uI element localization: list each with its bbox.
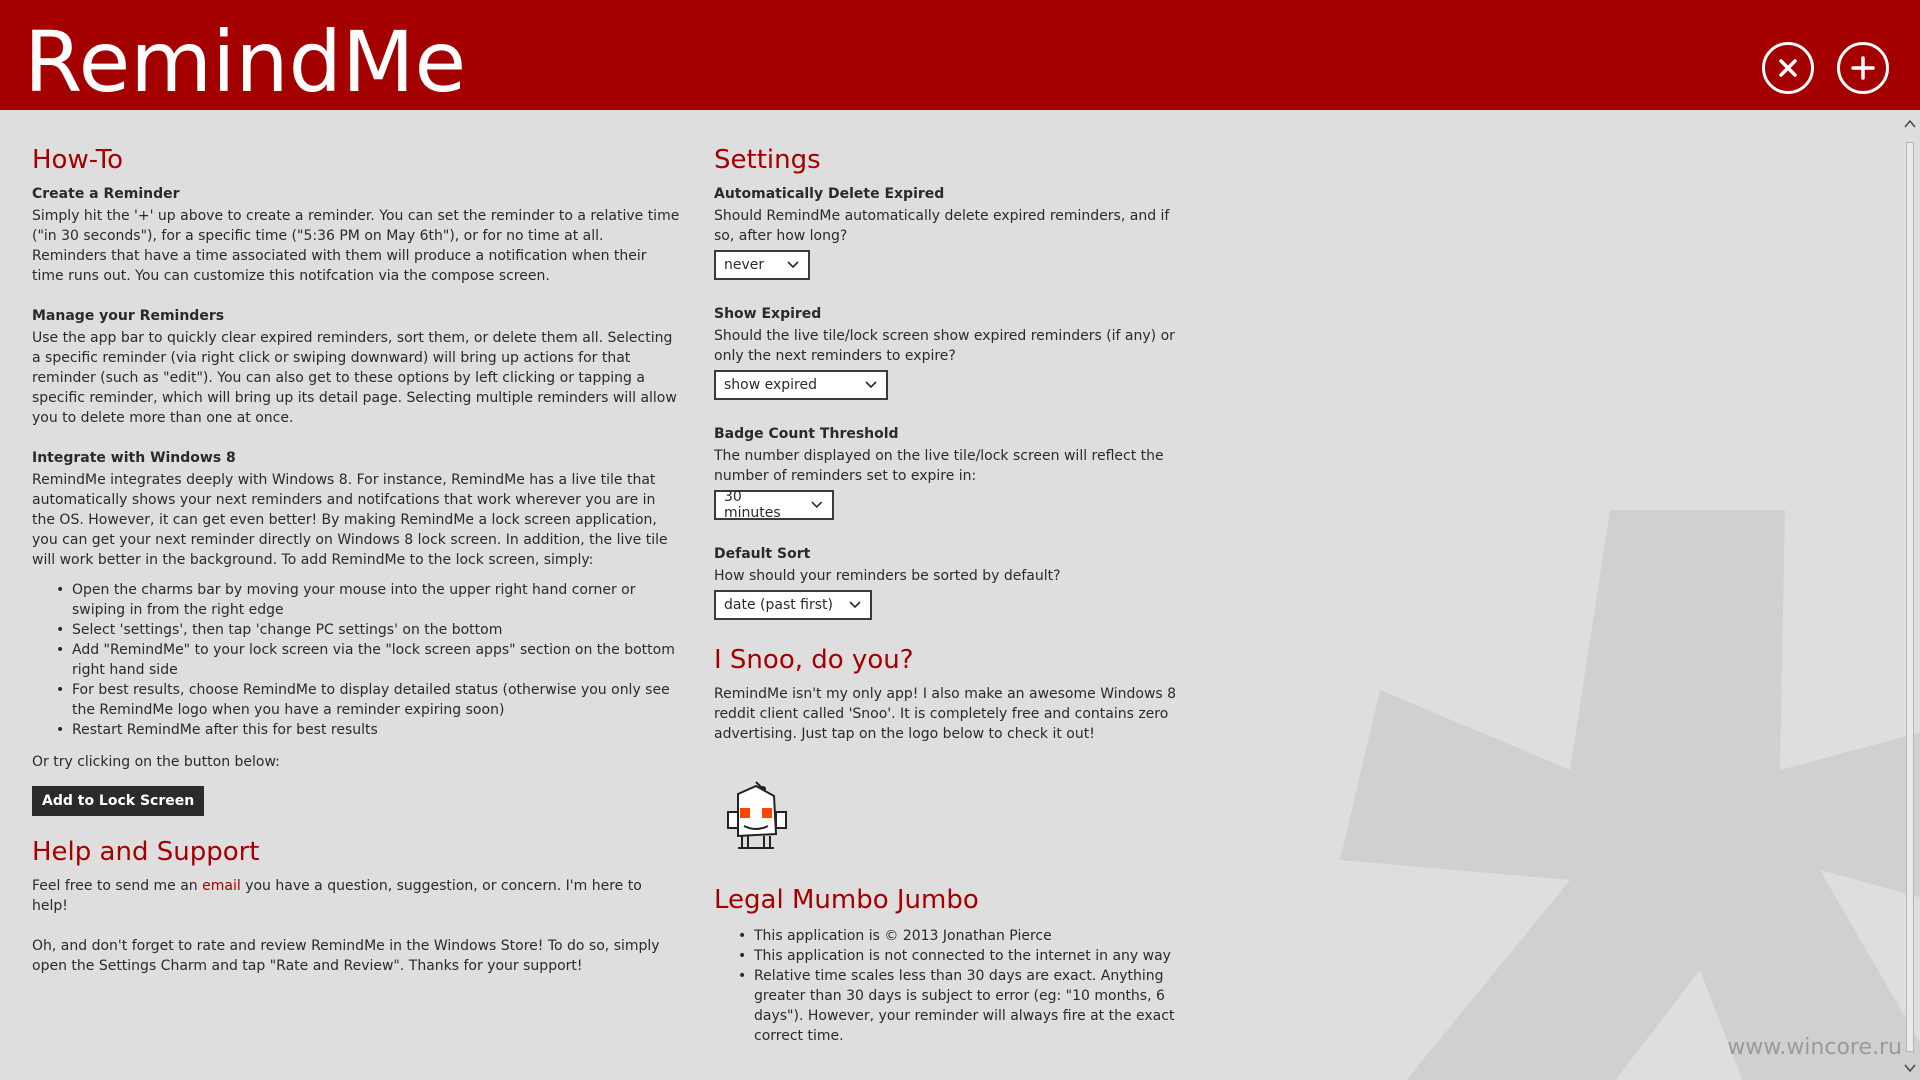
chevron-down-icon — [786, 258, 800, 272]
watermark: www.wincore.ru — [1727, 1035, 1902, 1060]
default-sort-text: How should your reminders be sorted by default? — [714, 568, 1061, 584]
chevron-down-icon — [864, 378, 878, 392]
integrate-section — [32, 448, 680, 832]
default-sort-value: date (past first) — [724, 597, 833, 613]
manage-reminders-title: Manage your Reminders — [32, 308, 225, 324]
legal-heading: Legal Mumbo Jumbo — [714, 885, 979, 915]
help-heading: Help and Support — [32, 837, 260, 867]
snoo-heading: I Snoo, do you? — [714, 645, 914, 675]
plus-icon — [1849, 54, 1877, 82]
auto-delete-text: Should RemindMe automatically delete expired reminders, and if so, after how long? — [714, 208, 1170, 244]
left-column — [32, 140, 680, 976]
list-item: • Relative time scales less than 30 days are exact. Anything greater than 30 days is subject to error (eg: "10 months, 6 days"). However, your reminder will always fire at the exact correct time. — [738, 966, 1184, 1046]
badge-threshold-title: Badge Count Threshold — [714, 426, 899, 442]
list-item: • Restart RemindMe after this for best results — [56, 720, 680, 740]
list-item: • Open the charms bar by moving your mouse into the upper right hand corner or swiping in from the right edge — [56, 580, 680, 620]
scroll-down-icon[interactable] — [1904, 1062, 1916, 1074]
settings-heading: Settings — [714, 145, 821, 175]
create-reminder-section — [32, 184, 680, 286]
close-icon — [1774, 54, 1802, 82]
background-asterisk-icon — [1310, 500, 1920, 1080]
default-sort-title: Default Sort — [714, 546, 811, 562]
badge-threshold-select[interactable] — [714, 490, 834, 520]
list-item: • Select 'settings', then tap 'change PC settings' on the bottom — [56, 620, 680, 640]
auto-delete-select[interactable] — [714, 250, 810, 280]
badge-threshold-setting — [714, 424, 1184, 520]
default-sort-select[interactable] — [714, 590, 872, 620]
help-text-2: Oh, and don't forget to rate and review RemindMe in the Windows Store! To do so, simply open the Settings Charm and tap "Rate and Review". Thanks for your support! — [32, 938, 660, 974]
auto-delete-title: Automatically Delete Expired — [714, 186, 945, 202]
auto-delete-value: never — [724, 257, 765, 273]
show-expired-text: Should the live tile/lock screen show expired reminders (if any) or only the next reminders to expire? — [714, 328, 1175, 364]
integrate-title: Integrate with Windows 8 — [32, 450, 236, 466]
list-item: • Add "RemindMe" to your lock screen via the "lock screen apps" section on the bottom right hand side — [56, 640, 680, 680]
help-text-after: you have a question, suggestion, or concern. I'm here to help! — [32, 878, 642, 914]
add-to-lock-screen-button[interactable]: Add to Lock Screen — [32, 786, 204, 816]
vertical-scrollbar[interactable] — [1900, 118, 1920, 1074]
show-expired-setting — [714, 304, 1184, 400]
manage-reminders-text: Use the app bar to quickly clear expired reminders, sort them, or delete them all. Selecting a specific reminder (via right click or swiping downward) will bring up actions for that reminder (such as "edit"). You can also get to these options by left clicking or tapping a specific reminder, which will bring up its detail page. Selecting multiple reminders will allow you to delete more than one at once. — [32, 330, 677, 426]
help-text-1 — [32, 876, 680, 916]
show-expired-value: show expired — [724, 377, 818, 393]
or-try-text: Or try clicking on the button below: — [32, 754, 280, 770]
integrate-text: RemindMe integrates deeply with Windows 8. For instance, RemindMe has a live tile that automatically shows your next reminders and notifcations that work wherever you are in the OS. However, it can get even better! By making RemindMe a lock screen application, you can get your next reminder directly on Windows 8 lock screen. In addition, the live tile will work better in the background. To add RemindMe to the lock screen, simply: — [32, 472, 668, 568]
add-reminder-button[interactable] — [1837, 42, 1889, 94]
right-column — [714, 140, 1184, 1058]
list-item: • For best results, choose RemindMe to display detailed status (otherwise you only see the RemindMe logo when you have a reminder expiring soon) — [56, 680, 680, 720]
snoo-logo-icon[interactable] — [714, 774, 798, 858]
create-reminder-title: Create a Reminder — [32, 186, 180, 202]
legal-list — [738, 926, 1184, 1046]
snoo-text: RemindMe isn't my only app! I also make an awesome Windows 8 reddit client called 'Snoo'. It is completely free and contains zero advertising. Just tap on the logo below to check it out! — [714, 686, 1177, 742]
scroll-thumb[interactable] — [1906, 142, 1914, 1052]
scroll-up-icon[interactable] — [1904, 118, 1916, 130]
create-reminder-text: Simply hit the '+' up above to create a reminder. You can set the reminder to a relative time ("in 30 seconds"), for a specific time ("5:36 PM on May 6th"), or for no time at all. Reminders that have a time associated with them will produce a notification when their time runs out. You can customize this notifcation via the compose screen. — [32, 208, 680, 284]
chevron-down-icon — [810, 498, 824, 512]
howto-heading: How-To — [32, 145, 124, 175]
lock-screen-steps — [56, 580, 680, 740]
badge-threshold-text: The number displayed on the live tile/lock screen will reflect the number of reminders set to expire in: — [714, 448, 1164, 484]
chevron-down-icon — [848, 598, 862, 612]
manage-reminders-section — [32, 306, 680, 428]
app-header — [0, 0, 1920, 110]
show-expired-select[interactable] — [714, 370, 888, 400]
auto-delete-setting — [714, 184, 1184, 280]
clear-button[interactable] — [1762, 42, 1814, 94]
badge-threshold-value: 30 minutes — [724, 489, 781, 521]
app-title: RemindMe — [24, 13, 467, 111]
list-item: • This application is not connected to the internet in any way — [738, 946, 1184, 966]
help-text-before: Feel free to send me an — [32, 878, 203, 894]
list-item: • This application is © 2013 Jonathan Pierce — [738, 926, 1184, 946]
show-expired-title: Show Expired — [714, 306, 822, 322]
email-link[interactable]: email — [202, 878, 241, 894]
default-sort-setting — [714, 544, 1184, 620]
